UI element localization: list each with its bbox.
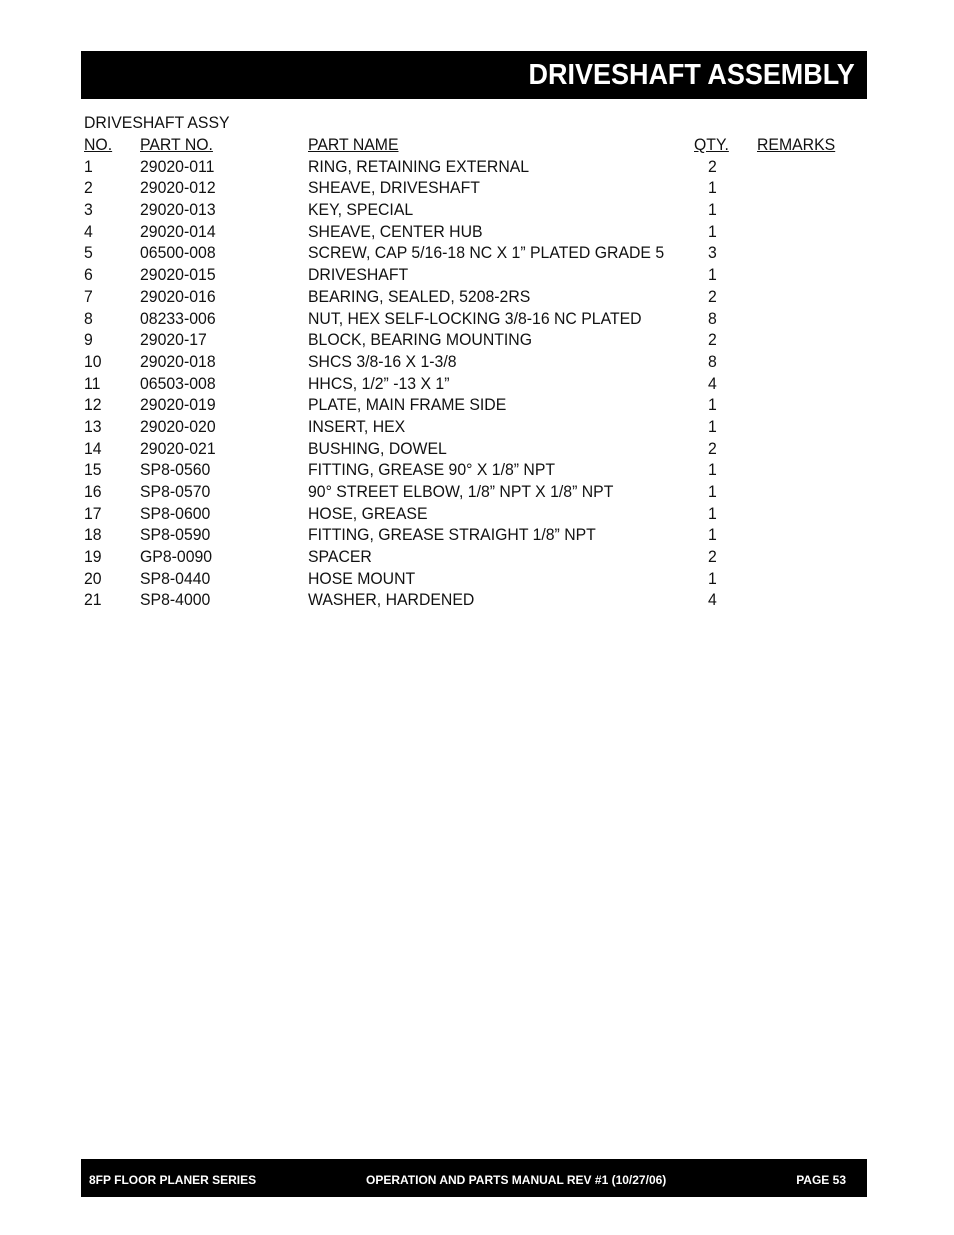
cell-part-name: BUSHING, DOWEL (308, 438, 447, 458)
table-row (84, 373, 854, 395)
table-row (84, 351, 854, 373)
cell-part-name: SHEAVE, CENTER HUB (308, 221, 483, 241)
cell-no: 2 (84, 178, 93, 198)
column-header-qty: QTY. (694, 135, 729, 154)
cell-no: 11 (84, 373, 101, 393)
section-label: DRIVESHAFT ASSY (84, 113, 230, 132)
table-row (84, 589, 854, 611)
table-row (84, 242, 854, 264)
cell-part-name: SHEAVE, DRIVESHAFT (308, 178, 480, 198)
cell-part-name: PLATE, MAIN FRAME SIDE (308, 395, 507, 415)
table-row (84, 438, 854, 460)
cell-qty: 8 (708, 308, 717, 328)
cell-no: 9 (84, 330, 93, 350)
cell-no: 18 (84, 525, 102, 545)
cell-qty: 4 (708, 590, 717, 610)
table-row (84, 524, 854, 546)
table-row (84, 416, 854, 438)
cell-part-no: 29020-021 (140, 438, 216, 458)
cell-part-no: SP8-0600 (140, 503, 211, 523)
cell-qty: 2 (708, 156, 717, 176)
cell-no: 10 (84, 351, 102, 371)
cell-qty: 1 (708, 265, 717, 285)
table-row (84, 221, 854, 243)
table-row (84, 503, 854, 525)
cell-part-no: SP8-0440 (140, 568, 211, 588)
cell-no: 7 (84, 286, 93, 306)
cell-part-no: 29020-020 (140, 416, 216, 436)
cell-no: 12 (84, 395, 102, 415)
cell-qty: 2 (708, 330, 717, 350)
cell-part-name: INSERT, HEX (308, 416, 406, 436)
cell-part-name: DRIVESHAFT (308, 265, 409, 285)
cell-part-no: 06503-008 (140, 373, 216, 393)
table-row (84, 199, 854, 221)
cell-qty: 1 (708, 221, 717, 241)
cell-part-no: SP8-0590 (140, 525, 211, 545)
cell-part-name: SHCS 3/8-16 X 1-3/8 (308, 351, 457, 371)
footer-series: 8FP FLOOR PLANER SERIES (89, 1173, 257, 1187)
cell-no: 19 (84, 547, 102, 567)
table-header-row (84, 134, 854, 156)
cell-qty: 4 (708, 373, 717, 393)
cell-no: 8 (84, 308, 93, 328)
page-title: DRIVESHAFT ASSEMBLY (528, 59, 855, 91)
table-row (84, 546, 854, 568)
column-header-part-no: PART NO. (140, 135, 213, 154)
column-header-no: NO. (84, 135, 113, 154)
cell-qty: 1 (708, 200, 717, 220)
table-row (84, 459, 854, 481)
parts-table (84, 134, 854, 611)
cell-part-no: 29020-013 (140, 200, 216, 220)
cell-part-name: 90° STREET ELBOW, 1/8” NPT X 1/8” NPT (308, 482, 614, 501)
cell-no: 5 (84, 243, 93, 263)
cell-part-name: RING, RETAINING EXTERNAL (308, 156, 530, 176)
cell-part-no: 29020-012 (140, 178, 216, 198)
cell-part-name: WASHER, HARDENED (308, 590, 475, 610)
page-header-bar (81, 51, 867, 99)
table-row (84, 286, 854, 308)
cell-qty: 1 (708, 568, 717, 588)
cell-qty: 1 (708, 503, 717, 523)
cell-part-no: 29020-018 (140, 351, 216, 371)
table-row (84, 177, 854, 199)
cell-part-name: HOSE MOUNT (308, 568, 416, 588)
cell-part-no: 29020-016 (140, 286, 216, 306)
cell-qty: 2 (708, 547, 717, 567)
cell-qty: 1 (708, 416, 717, 436)
cell-part-no: SP8-0560 (140, 460, 211, 480)
table-row (84, 329, 854, 351)
cell-part-name: SCREW, CAP 5/16-18 NC X 1” PLATED GRADE 5 (308, 243, 665, 263)
cell-no: 6 (84, 265, 93, 285)
cell-part-no: 29020-015 (140, 265, 216, 285)
cell-qty: 3 (708, 243, 717, 263)
cell-no: 17 (84, 503, 102, 523)
cell-part-no: 08233-006 (140, 308, 216, 328)
cell-qty: 1 (708, 178, 717, 198)
cell-no: 13 (84, 416, 102, 436)
table-row (84, 394, 854, 416)
column-header-part-name: PART NAME (308, 135, 399, 154)
cell-part-no: SP8-4000 (140, 590, 211, 610)
cell-qty: 2 (708, 286, 717, 306)
cell-part-no: 06500-008 (140, 243, 216, 263)
table-body (84, 156, 854, 611)
table-row (84, 481, 854, 503)
cell-qty: 1 (708, 395, 717, 415)
cell-part-no: GP8-0090 (140, 547, 213, 567)
cell-no: 15 (84, 460, 102, 480)
cell-part-no: SP8-0570 (140, 482, 211, 501)
cell-part-no: 29020-17 (140, 330, 207, 350)
cell-no: 21 (84, 590, 102, 610)
cell-part-name: BLOCK, BEARING MOUNTING (308, 330, 533, 350)
cell-no: 20 (84, 568, 102, 588)
cell-part-no: 29020-011 (140, 156, 215, 176)
page-footer-bar (81, 1159, 867, 1197)
cell-part-no: 29020-019 (140, 395, 216, 415)
cell-part-name: HHCS, 1/2” -13 X 1” (308, 373, 450, 393)
footer-page-number: PAGE 53 (796, 1173, 846, 1187)
cell-part-no: 29020-014 (140, 221, 216, 241)
table-row (84, 264, 854, 286)
cell-part-name: FITTING, GREASE STRAIGHT 1/8” NPT (308, 525, 596, 545)
cell-qty: 1 (708, 482, 717, 501)
cell-no: 1 (84, 156, 93, 176)
cell-no: 3 (84, 200, 93, 220)
cell-no: 14 (84, 438, 102, 458)
cell-qty: 1 (708, 460, 717, 480)
cell-part-name: FITTING, GREASE 90° X 1/8” NPT (308, 460, 556, 480)
cell-part-name: HOSE, GREASE (308, 503, 428, 523)
table-row (84, 568, 854, 590)
cell-part-name: NUT, HEX SELF-LOCKING 3/8-16 NC PLATED (308, 308, 642, 328)
cell-qty: 1 (708, 525, 717, 545)
cell-qty: 8 (708, 351, 717, 371)
table-row (84, 156, 854, 178)
column-header-remarks: REMARKS (757, 135, 836, 154)
cell-part-name: BEARING, SEALED, 5208-2RS (308, 286, 531, 306)
cell-no: 4 (84, 221, 93, 241)
cell-no: 16 (84, 482, 102, 501)
footer-manual: OPERATION AND PARTS MANUAL REV #1 (10/27/06) (366, 1173, 667, 1187)
table-row (84, 308, 854, 330)
cell-qty: 2 (708, 438, 717, 458)
cell-part-name: KEY, SPECIAL (308, 200, 414, 220)
cell-part-name: SPACER (308, 547, 372, 567)
